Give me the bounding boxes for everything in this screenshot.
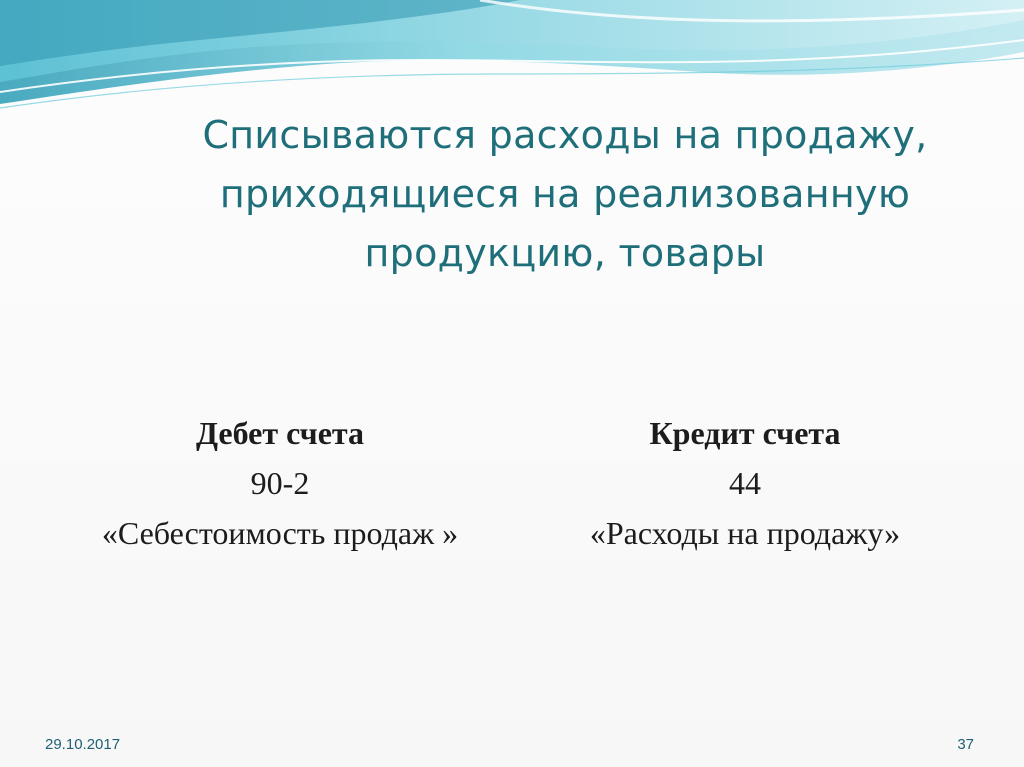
credit-account-name: «Расходы на продажу» bbox=[589, 515, 901, 551]
credit-account-number: 44 bbox=[729, 465, 761, 501]
title-line-3: продукцию, товары bbox=[364, 231, 766, 275]
debit-account-number: 90-2 bbox=[250, 465, 310, 501]
debit-account-name: «Себестоимость продаж » bbox=[101, 515, 459, 551]
slide-title bbox=[170, 106, 960, 283]
credit-heading: Кредит счета bbox=[649, 415, 841, 451]
title-line-1: Списываются расходы на продажу, bbox=[202, 113, 928, 157]
footer-date: 29.10.2017 bbox=[45, 736, 121, 753]
title-line-2: приходящиеся на реализованную bbox=[219, 172, 911, 216]
slide-number: 37 bbox=[957, 736, 974, 753]
debit-column bbox=[40, 408, 520, 558]
debit-heading: Дебет счета bbox=[195, 415, 365, 451]
credit-column bbox=[500, 408, 990, 558]
